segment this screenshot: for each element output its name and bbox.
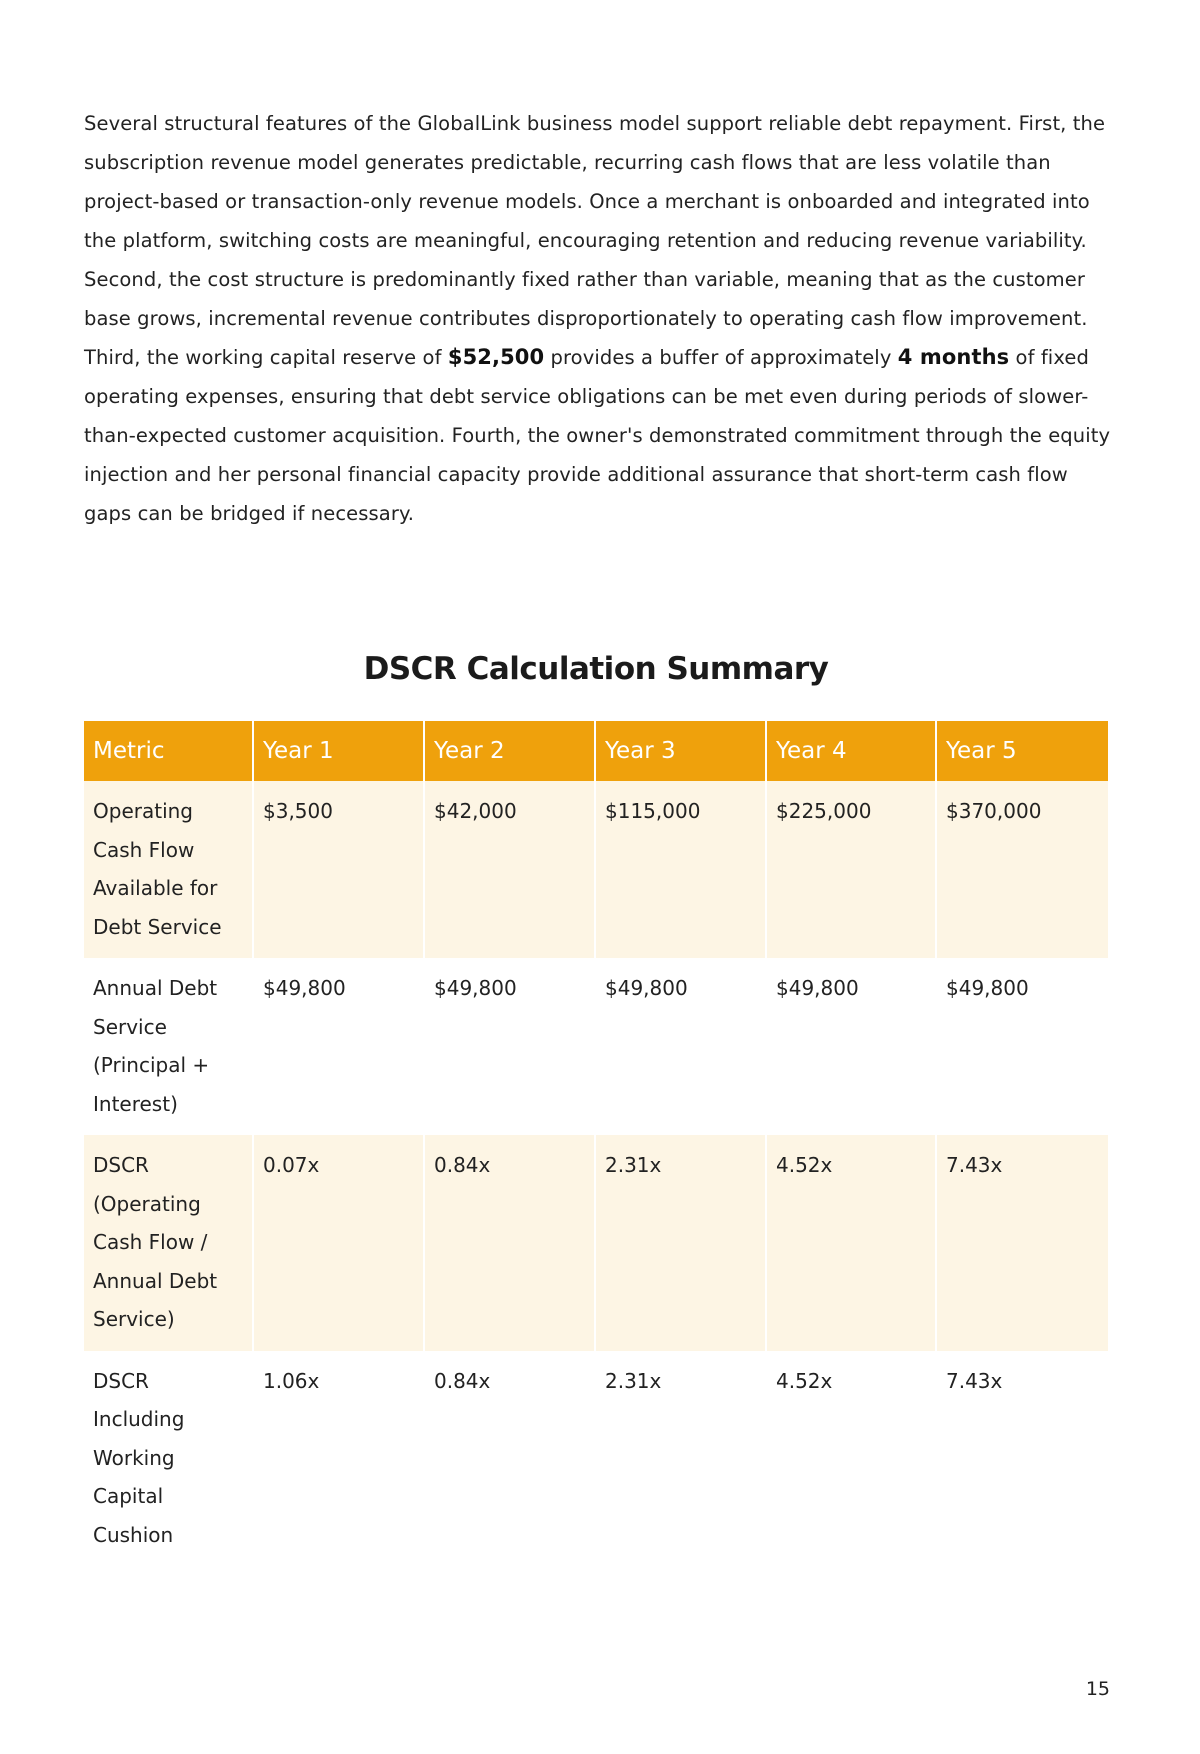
table-row [84,1135,1108,1351]
buffer-months: 4 months [897,344,1010,369]
paragraph-text: provides a buffer of approximately [544,345,898,369]
column-header-year-2: Year 2 [425,721,596,781]
value-cell: $49,800 [425,958,596,1135]
reserve-amount: $52,500 [447,344,545,369]
table-title: DSCR Calculation Summary [363,651,829,687]
table-row [84,1351,1108,1567]
column-header-year-1: Year 1 [254,721,425,781]
value-cell: $49,800 [767,958,937,1135]
value-cell: $49,800 [596,958,767,1135]
table-header-row [84,721,1108,781]
value-cell: 0.07x [254,1135,425,1351]
value-cell: $3,500 [254,781,425,958]
column-header-year-4: Year 4 [767,721,937,781]
metric-cell: Annual Debt Service (Principal + Interest) [84,958,254,1135]
column-header-year-3: Year 3 [596,721,767,781]
metric-cell: DSCR (Operating Cash Flow / Annual Debt Service) [84,1135,254,1351]
column-header-year-5: Year 5 [937,721,1108,781]
paragraph-text: Several structural features of the GlobalLink business model support reliable debt repayment. First, the subscription revenue model generates predictable, recurring cash flows that are less volatile than project-based or transaction-only revenue models. Once a merchant is onboarded and integrated into the platform, switching costs are meaningful, encouraging retention and reducing revenue variability. Second, the cost structure is predominantly fixed rather than variable, meaning that as the customer base grows, incremental revenue contributes disproportionately to operating cash flow improvement. Third, the working capital reserve of [84,111,1106,369]
value-cell: $115,000 [596,781,767,958]
value-cell: $370,000 [937,781,1108,958]
page-number: 15 [1085,1678,1110,1700]
table-row [84,781,1108,958]
column-header-metric: Metric [84,721,254,781]
value-cell: 2.31x [596,1351,767,1567]
value-cell: $42,000 [425,781,596,958]
value-cell: 4.52x [767,1351,937,1567]
value-cell: $49,800 [254,958,425,1135]
value-cell: 7.43x [937,1135,1108,1351]
dscr-table [84,721,1108,1566]
value-cell: $49,800 [946,976,1029,1000]
paragraph-text: of fixed operating expenses, ensuring that debt service obligations can be met even during periods of slower-than-expected customer acquisition. Fourth, the owner's demonstrated commitment through the equity injection and her personal financial capacity provide additional assurance that short-term cash flow gaps can be bridged if necessary. [84,345,1111,525]
table-row [84,958,1108,1135]
metric-cell: DSCR Including Working Capital Cushion [84,1351,254,1567]
metric-cell: Operating Cash Flow Available for Debt Service [84,781,254,958]
body-paragraph [84,104,1120,533]
value-cell: $225,000 [767,781,937,958]
value-cell: 7.43x [946,1368,1003,1393]
value-cell: 0.84x [425,1351,596,1567]
value-cell: 4.52x [767,1135,937,1351]
value-cell: 2.31x [596,1135,767,1351]
value-cell: 1.06x [254,1351,425,1567]
value-cell: 0.84x [425,1135,596,1351]
